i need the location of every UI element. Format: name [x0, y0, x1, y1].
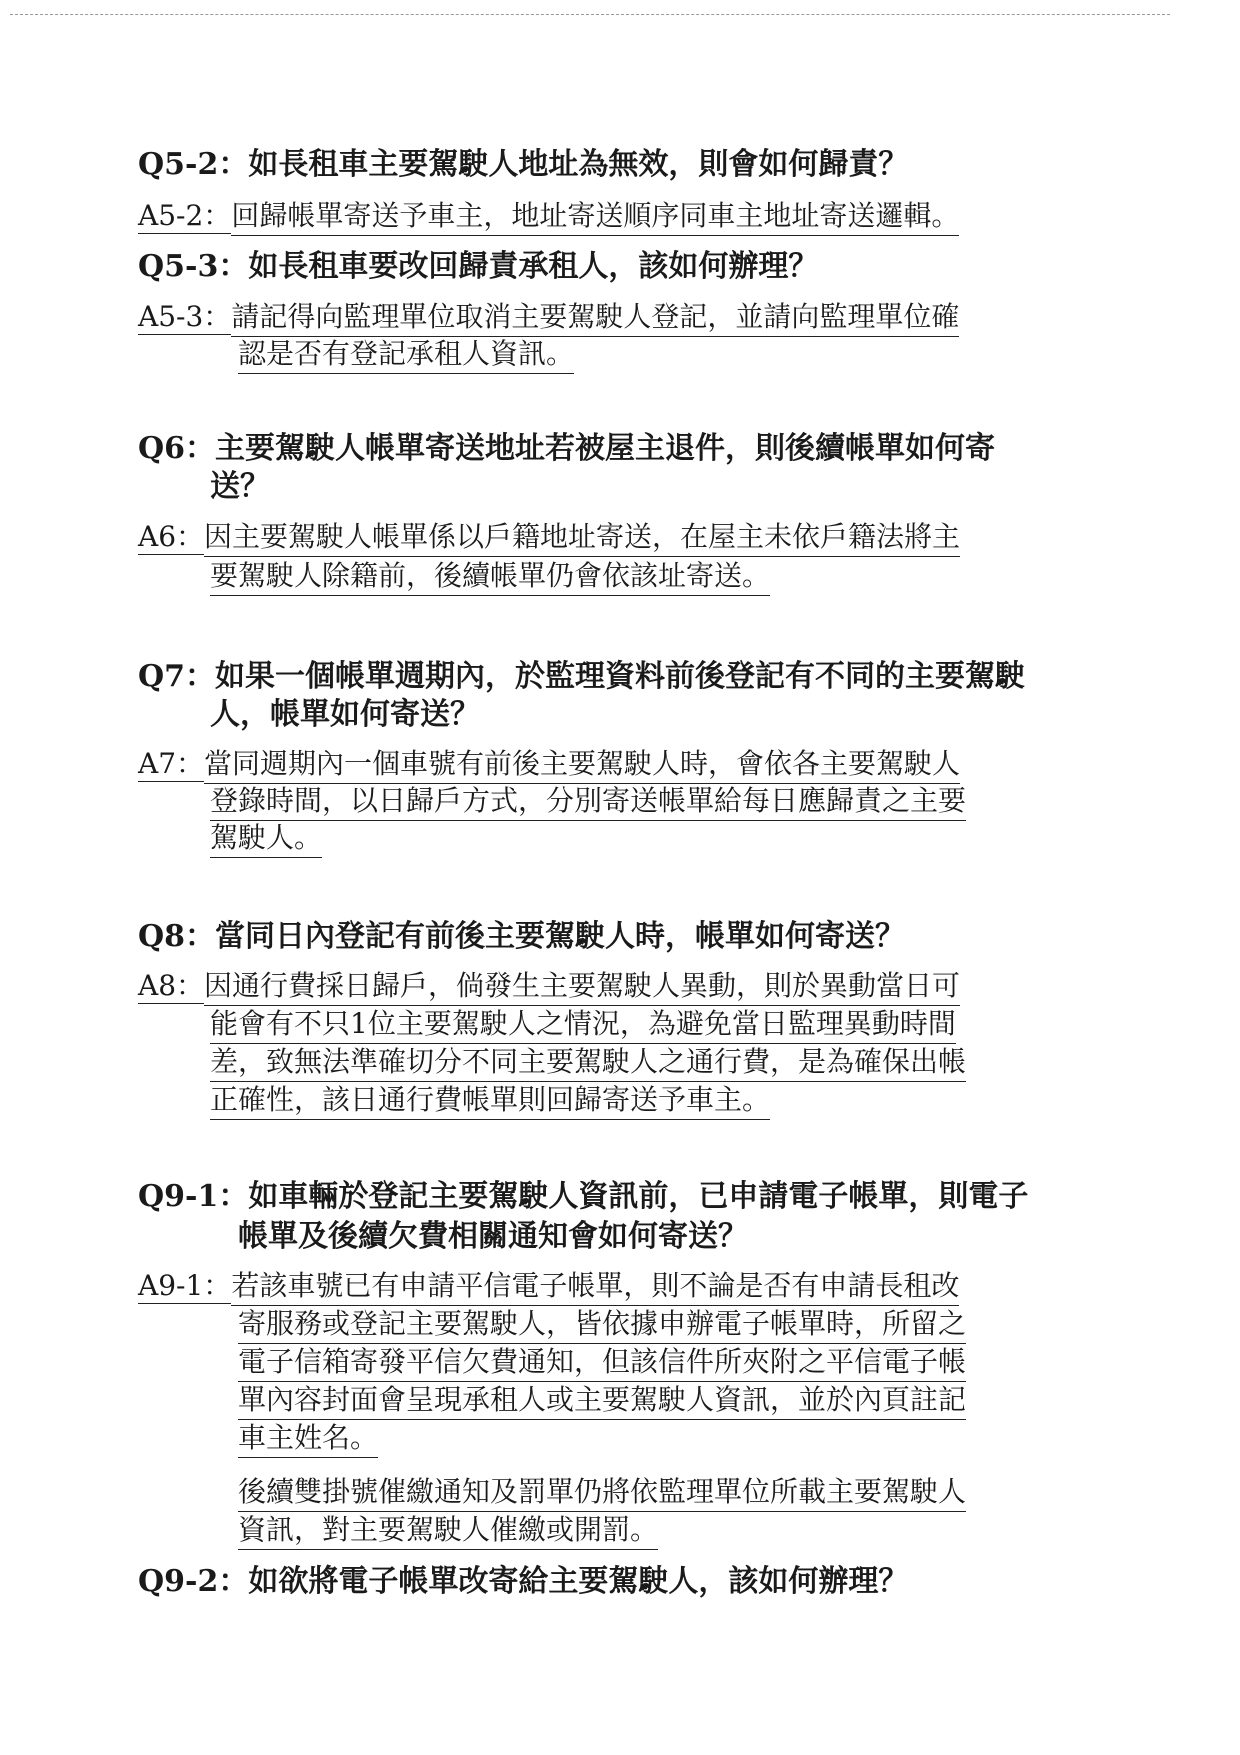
answer-line: [138, 747, 961, 782]
question-line: [138, 1564, 909, 1599]
answer-text: 認是否有登記承租人資訊。: [238, 337, 574, 374]
answer-text: 登錄時間，以日歸戶方式，分別寄送帳單給每日應歸責之主要: [210, 784, 966, 821]
answer-line: [210, 821, 323, 854]
question-text: 如果一個帳單週期內，於監理資料前後登記有不同的主要駕駛: [215, 659, 1026, 694]
answer-text: 車主姓名。: [238, 1421, 378, 1458]
answer-text: 資訊，對主要駕駛人催繳或開罰。: [238, 1513, 658, 1550]
answer-text: 若該車號已有申請平信電子帳單，則不論是否有申請長租改: [231, 1269, 959, 1306]
answer-text: 回歸帳單寄送予車主，地址寄送順序同車主地址寄送邏輯。: [231, 199, 959, 236]
question-text: 人，帳單如何寄送？: [210, 697, 480, 732]
answer-text: 因主要駕駛人帳單係以戶籍地址寄送，在屋主未依戶籍法將主: [204, 520, 960, 557]
answer-line: [138, 199, 960, 234]
question-line: [138, 659, 1026, 694]
answer-line: [210, 1083, 771, 1116]
question-line: [138, 1179, 1029, 1214]
question-label: Q7：: [138, 659, 216, 694]
answer-line: [238, 1345, 967, 1378]
answer-text: 電子信箱寄發平信欠費通知，但該信件所夾附之平信電子帳: [238, 1345, 966, 1382]
answer-line: [238, 1307, 967, 1340]
answer-line: [138, 300, 960, 335]
question-line: [138, 919, 906, 954]
question-text: 送？: [210, 469, 270, 504]
answer-line: [210, 559, 771, 592]
question-line: [210, 469, 270, 504]
answer-extra-line: [238, 1513, 659, 1546]
answer-text: 請記得向監理單位取消主要駕駛人登記，並請向監理單位確: [231, 300, 959, 337]
answer-text: 寄服務或登記主要駕駛人，皆依據申辦電子帳單時，所留之: [238, 1307, 966, 1344]
answer-line: [210, 1007, 956, 1040]
answer-text: 因通行費採日歸戶，倘發生主要駕駛人異動，則於異動當日可: [204, 969, 960, 1006]
answer-line: [210, 1045, 967, 1078]
answer-text: 正確性，該日通行費帳單則回歸寄送予車主。: [210, 1083, 770, 1120]
question-label: Q5-2：: [138, 147, 249, 182]
answer-text: 單內容封面會呈現承租人或主要駕駛人資訊，並於內頁註記: [238, 1383, 966, 1420]
answer-text: 後續雙掛號催繳通知及罰單仍將依監理單位所載主要駕駛人: [238, 1475, 966, 1512]
answer-line: [210, 784, 967, 817]
answer-line: [138, 1269, 960, 1304]
answer-extra-line: [238, 1475, 967, 1508]
question-line: [138, 147, 909, 182]
question-text: 如長租車主要駕駛人地址為無效，則會如何歸責？: [248, 147, 909, 182]
answer-text: 要駕駛人除籍前，後續帳單仍會依該址寄送。: [210, 559, 770, 596]
question-text: 帳單及後續欠費相關通知會如何寄送？: [238, 1219, 748, 1254]
answer-label: A5-2：: [138, 199, 232, 232]
answer-label: A8：: [138, 969, 205, 1002]
question-label: Q9-2：: [138, 1564, 249, 1599]
question-label: Q8：: [138, 919, 216, 954]
question-label: Q5-3：: [138, 249, 249, 284]
question-text: 如車輛於登記主要駕駛人資訊前，已申請電子帳單，則電子: [248, 1179, 1029, 1214]
answer-text: 差，致無法準確切分不同主要駕駛人之通行費，是為確保出帳: [210, 1045, 966, 1082]
answer-line: [238, 337, 575, 370]
question-text: 當同日內登記有前後主要駕駛人時，帳單如何寄送？: [215, 919, 906, 954]
question-label: Q9-1：: [138, 1179, 249, 1214]
question-line: [210, 697, 480, 732]
answer-line: [138, 520, 961, 555]
question-line: [138, 431, 996, 466]
answer-label: A6：: [138, 520, 205, 553]
question-text: 如長租車要改回歸責承租人，該如何辦理？: [248, 249, 819, 284]
answer-line: [238, 1383, 967, 1416]
question-line: [238, 1219, 748, 1254]
answer-text: 當同週期內一個車號有前後主要駕駛人時，會依各主要駕駛人: [204, 747, 960, 784]
question-label: Q6：: [138, 431, 216, 466]
answer-label: A5-3：: [138, 300, 232, 333]
answer-line: [138, 969, 961, 1004]
answer-line: [238, 1421, 379, 1454]
answer-text: 能會有不只1位主要駕駛人之情況，為避免當日監理異動時間: [210, 1007, 956, 1044]
answer-label: A7：: [138, 747, 205, 780]
question-text: 主要駕駛人帳單寄送地址若被屋主退件，則後續帳單如何寄: [215, 431, 996, 466]
question-text: 如欲將電子帳單改寄給主要駕駛人，該如何辦理？: [248, 1564, 909, 1599]
question-line: [138, 249, 819, 284]
answer-label: A9-1：: [138, 1269, 232, 1302]
answer-text: 駕駛人。: [210, 821, 322, 858]
